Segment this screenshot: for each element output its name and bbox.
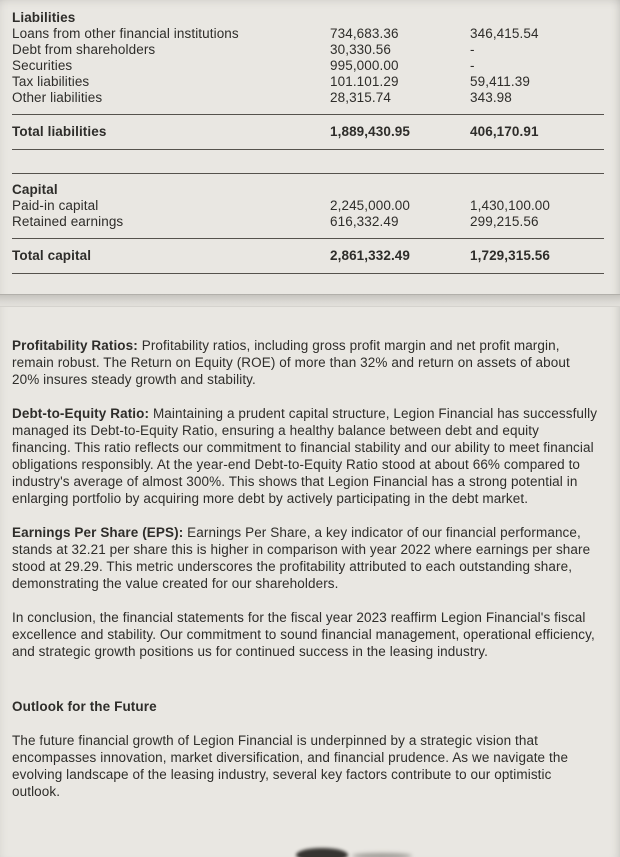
total-label: Total liabilities [12,124,107,139]
total-row [12,248,604,264]
row-value-col1: 616,332.49 [330,214,399,229]
total-row [12,124,604,140]
row-value-col1: 2,245,000.00 [330,198,411,213]
paragraph-lead: Debt-to-Equity Ratio: [12,406,150,421]
paragraph-text: Profitability ratios, including gross profit margin and net profit margin, remain robust. The Return on Equity (ROE) of more than 32% and return on assets of about 20% insures steady growth and stability. [12,338,570,387]
paragraph-profitability [12,337,598,388]
section-title-row [12,10,604,26]
row-value-col1: 30,330.56 [330,42,391,57]
capital-section [12,173,604,274]
paragraph-lead: Earnings Per Share (EPS): [12,525,184,540]
table-row [12,26,604,42]
row-value-col1: 28,315.74 [330,90,391,105]
row-label: Retained earnings [12,214,124,229]
row-value-col2: 1,430,100.00 [470,198,551,213]
table-row [12,90,604,106]
separator-band [0,294,620,307]
narrative-text [0,307,620,800]
horizontal-rule [12,273,604,274]
row-value-col2: - [470,42,475,57]
total-value-col1: 2,861,332.49 [330,248,411,263]
section-title-row [12,182,604,198]
total-value-col2: 406,170.91 [470,124,539,139]
paragraph-outlook: The future financial growth of Legion Financial is underpinned by a strategic vision that encompasses innovation, market diversification, and financial prudence. As we navigate the evolving landscape of the leasing industry, several key factors contribute to our optimistic outlook. [12,733,569,799]
section-title: Liabilities [12,10,76,25]
table-row [12,58,604,74]
row-value-col2: 346,415.54 [470,26,539,41]
table-row [12,214,604,230]
paragraph-text: Earnings Per Share, a key indicator of our financial performance, stands at 32.21 per share this is higher in comparison with year 2022 where earnings per share stood at 29.29. This metric underscores the profitability attributed to each outstanding share, demonstrating the value created for our shareholders. [12,525,591,591]
table-row [12,74,604,90]
scan-smudge [296,848,348,857]
row-value-col2: 59,411.39 [470,74,530,89]
row-label: Debt from shareholders [12,42,156,57]
row-value-col1: 101.101.29 [330,74,399,89]
horizontal-rule [12,173,604,174]
total-label: Total capital [12,248,92,263]
paragraph-text: Maintaining a prudent capital structure, Legion Financial has successfully managed its Debt-to-Equity Ratio, ensuring a healthy balance between debt and equity financing. This ratio reflects our commitment to financial stability and our ability to meet financial obligations responsibly. At the year-end Debt-to-Equity Ratio stood at about 66% compared to industry's average of almost 300%. This shows that Legion Financial has a strong potential in enlarging portfolio by acquiring more debt by actively participating in the debt market. [12,406,598,506]
row-value-col2: - [470,58,475,73]
scan-smudge-faint [352,853,412,857]
total-value-col1: 1,889,430.95 [330,124,411,139]
section-title: Capital [12,182,58,197]
paragraph-debt-to-equity [12,405,598,507]
row-label: Paid-in capital [12,198,99,213]
horizontal-rule [12,149,604,150]
row-label: Tax liabilities [12,74,90,89]
row-label: Securities [12,58,73,73]
paragraph-conclusion [12,609,598,660]
paragraph-eps [12,524,598,592]
row-value-col1: 995,000.00 [330,58,399,73]
outlook-heading: Outlook for the Future [12,699,157,714]
liabilities-section [12,10,604,150]
horizontal-rule [12,238,604,239]
row-value-col1: 734,683.36 [330,26,399,41]
row-value-col2: 343.98 [470,90,512,105]
horizontal-rule [12,114,604,115]
row-value-col2: 299,215.56 [470,214,539,229]
total-value-col2: 1,729,315.56 [470,248,551,263]
table-row [12,42,604,58]
paragraph-lead: Profitability Ratios: [12,338,138,353]
row-label: Loans from other financial institutions [12,26,239,41]
row-label: Other liabilities [12,90,103,105]
table-row [12,198,604,214]
paragraph-text: In conclusion, the financial statements for the fiscal year 2023 reaffirm Legion Financial's fiscal excellence and stability. Our commitment to sound financial management, operational efficiency, and strategic growth positions us for continued success in the leasing industry. [12,610,595,659]
